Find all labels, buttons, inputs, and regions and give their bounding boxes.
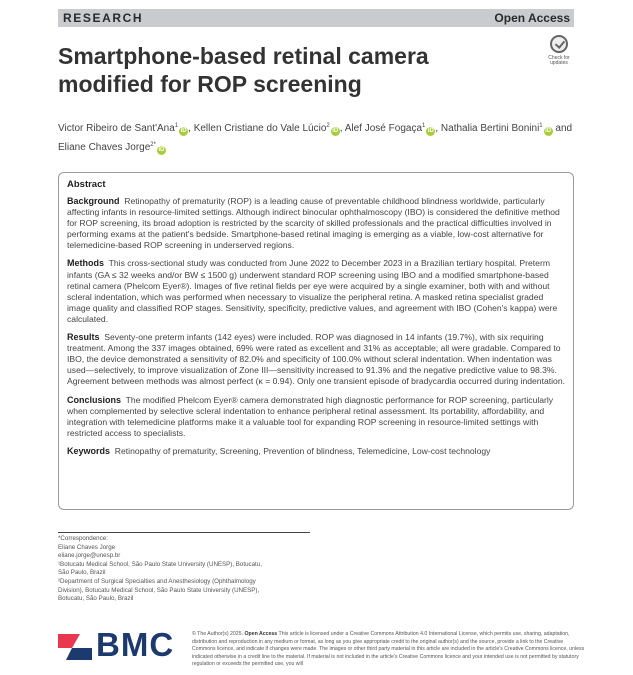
bmc-logo-text: BMC bbox=[96, 626, 175, 663]
check-for-updates-badge[interactable] bbox=[542, 35, 576, 67]
article-title: Smartphone-based retinal camera modified for ROP screening bbox=[58, 43, 429, 97]
affiliation-sup: 1 bbox=[174, 123, 179, 129]
abstract-background bbox=[67, 196, 565, 251]
header-bar bbox=[58, 9, 574, 27]
open-access-label: Open Access bbox=[494, 11, 570, 25]
abstract-results bbox=[67, 332, 565, 387]
author-name[interactable]: Nathalia Bertini Bonini bbox=[440, 123, 540, 134]
bmc-logo bbox=[58, 628, 178, 664]
keywords-label: Keywords bbox=[67, 445, 111, 456]
author-name[interactable]: Eliane Chaves Jorge bbox=[58, 142, 151, 153]
methods-text: This cross-sectional study was conducted from June 2022 to December 2023 in a Brazilian tertiary hospital. Preterm infants (GA ≤ 32 weeks and/or BW ≤ 1500 g) underwent standard ROP screening using IBO and a modified smartphone-based retinal camera (Phelcom Eyer®). Images of five retinal fields per eye were acquired by a single examiner, both with and without scleral indentation, which was performed when necessary to visualize the peripheral retina. A masked retina specialist graded image quality and classified ROP stages. Sensitivity, specificity, predictive values, and agreement with IBO (Cohen's kappa) were calculated. bbox=[67, 258, 558, 324]
correspondence-block bbox=[58, 535, 318, 604]
and-text: and bbox=[555, 123, 573, 134]
abstract-keywords bbox=[67, 446, 565, 457]
orcid-icon[interactable]: iD bbox=[332, 128, 339, 134]
keywords-text: Retinopathy of prematurity, Screening, Prevention of blindness, Telemedicine, Low-cost technology bbox=[114, 445, 491, 456]
affiliation-sup: 2* bbox=[150, 142, 156, 148]
author-name[interactable]: Alef José Fogaça bbox=[344, 123, 422, 134]
correspondence-label: *Correspondence: bbox=[58, 535, 108, 542]
abstract-methods bbox=[67, 258, 565, 325]
section-label: RESEARCH bbox=[63, 11, 144, 25]
affiliation-sup: 2 bbox=[326, 123, 330, 129]
abstract-box bbox=[58, 172, 574, 510]
results-text: Seventy-one preterm infants (142 eyes) were included. ROP was diagnosed in 14 infants (19.7%), with six requiring treatment. Among the 337 images obtained, 69% were rated as excellent and 31% as acceptable; all were gradable. Compared to IBO, the device demonstrated a sensitivity of 82.0% and specificity of 100.0% without scleral indentation. When indentation was used—selectively, to improve visualization of Zone III—sensitivity increased to 91.3% and the negative predictive value to 98.3%. Agreement between methods was almost perfect (κ = 0.94). Only one transient episode of bradycardia occurred during indentation. bbox=[67, 332, 566, 387]
abstract-conclusions bbox=[67, 395, 565, 439]
affiliation-sup: 1 bbox=[539, 123, 543, 129]
orcid-icon[interactable]: iD bbox=[180, 128, 187, 134]
author-name[interactable]: Kellen Cristiane do Vale Lúcio bbox=[193, 123, 327, 134]
badge-line-2: updates bbox=[550, 60, 568, 66]
affiliation-line: ²Department of Surgical Specialties and Anesthesiology (Ophthalmology bbox=[58, 577, 256, 585]
results-label: Results bbox=[67, 332, 100, 343]
methods-label: Methods bbox=[67, 258, 104, 269]
conclusions-label: Conclusions bbox=[67, 394, 122, 405]
correspondence-email[interactable]: eliane.jorge@unesp.br bbox=[58, 552, 121, 560]
background-text: Retinopathy of prematurity (ROP) is a leading cause of preventable childhood blindness worldwide, particularly affecting infants in resource-limited settings. Although indirect binocular ophthalmoscopy (IBO) is considered the definitive method for ROP screening, its broad adoption is restricted by the scarcity of skilled professionals and the practical difficulties involved in performing exams at the patient's bedside. Smartphone-based retinal imaging is emerging as a viable, low-cost alternative for telemedicine-based ROP screening in underserved regions. bbox=[67, 196, 560, 251]
affiliation-line: São Paulo, Brazil bbox=[58, 569, 106, 577]
background-label: Background bbox=[67, 196, 120, 206]
license-body: This article is licensed under a Creative Commons Attribution 4.0 International License, which permits use, sharing, adaptation, distribution and reproduction in any medium or format, as long as you give appropriate credit to the original author(s) and the source, provide a link to the Creative Commons licence, and indicate if changes were made. The images or other third party material in this article are included in the article's Creative Commons licence, unless indicated otherwise in a credit line to the material. If material is not included in the article's Creative Commons licence and your intended use is not permitted by statutory regulation or exceeds the permitted use, you will bbox=[192, 631, 585, 668]
badge-line-1: Check for bbox=[548, 55, 570, 61]
open-access-tag: Open Access bbox=[244, 631, 278, 637]
conclusions-text: The modified Phelcom Eyer® camera demonstrated high diagnostic performance for ROP screening, particularly when complemented by selective scleral indentation to enhance peripheral retinal assessment. Its portability, affordability, and integration with telemedicine platforms make it a valuable tool for expanding ROP screening in resource-limited settings with restricted access to specialists. bbox=[67, 394, 554, 438]
affiliation-line: Botucatu, São Paulo, Brazil bbox=[58, 595, 134, 603]
affiliation-sup: 1 bbox=[422, 123, 426, 129]
correspondence-name: Eliane Chaves Jorge bbox=[58, 543, 116, 551]
author-list: Victor Ribeiro de Sant'Ana$^1$iD , Kellen Cristiane do Vale Lúcio$^2$iD , Alef José Fogaça$^1$iD , Nathalia Bertini Bonini$^1$iD and Eliane Chaves Jorge$^{2*}$iD bbox=[58, 123, 573, 153]
footnote-divider bbox=[58, 532, 310, 533]
orcid-icon[interactable]: iD bbox=[427, 128, 434, 134]
license-prefix: © The Author(s) 2025. bbox=[192, 631, 244, 637]
author-name[interactable]: Victor Ribeiro de Sant'Ana bbox=[58, 123, 175, 134]
orcid-icon[interactable]: iD bbox=[158, 147, 165, 153]
license-text bbox=[192, 631, 588, 669]
check-icon bbox=[550, 35, 568, 53]
bmc-mark-icon bbox=[58, 630, 92, 662]
affiliation-line: Division), Botucatu Medical School, São Paulo State University (UNESP), bbox=[58, 586, 260, 594]
abstract-heading: Abstract bbox=[67, 179, 106, 190]
affiliation-line: ¹Botucatu Medical School, São Paulo State University (UNESP), Botucatu, bbox=[58, 560, 262, 568]
orcid-icon[interactable]: iD bbox=[545, 128, 552, 134]
